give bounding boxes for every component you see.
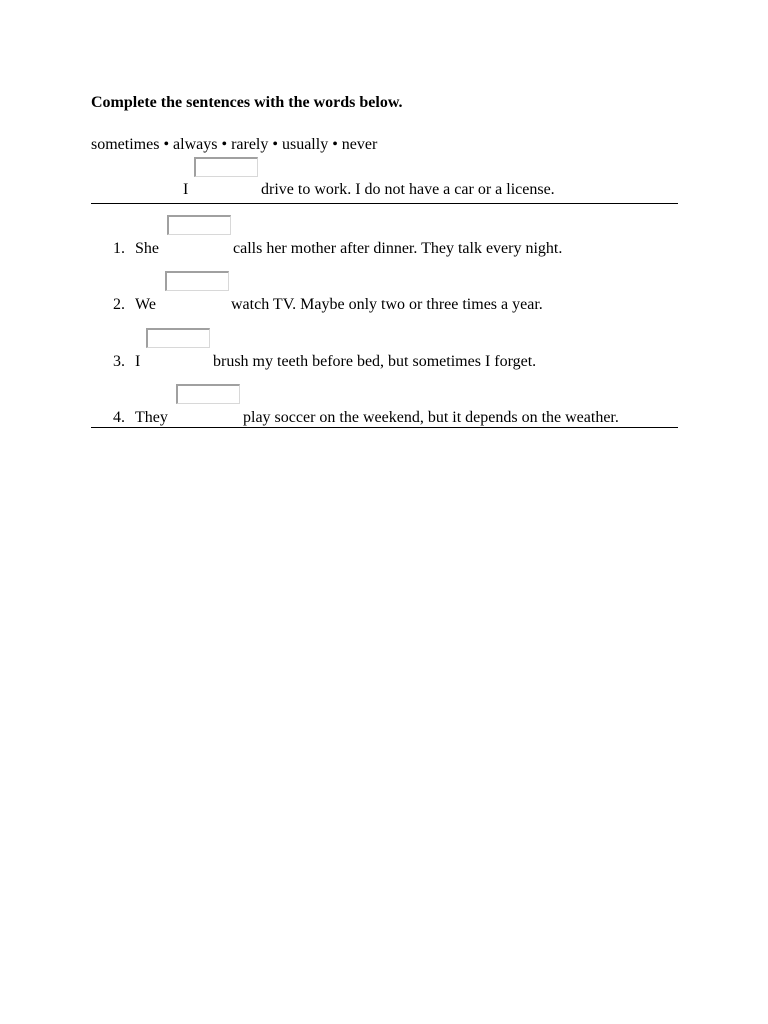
- item-number-1: 1.: [113, 240, 125, 257]
- instructions-heading: Complete the sentences with the words below.: [91, 94, 403, 111]
- item-subject-4: They: [135, 409, 168, 426]
- item-rest-1: calls her mother after dinner. They talk every night.: [233, 240, 563, 257]
- item-number-3: 3.: [113, 353, 125, 370]
- example-subject: I: [183, 181, 189, 198]
- answer-input-1[interactable]: [167, 215, 231, 235]
- item-subject-3: I: [135, 353, 141, 370]
- example-answer-input[interactable]: [194, 157, 258, 177]
- item-subject-1: She: [135, 240, 159, 257]
- divider-line-top: [91, 203, 678, 204]
- item-rest-4: play soccer on the weekend, but it depends on the weather.: [243, 409, 619, 426]
- answer-input-2[interactable]: [165, 271, 229, 291]
- item-rest-3: brush my teeth before bed, but sometimes I forget.: [213, 353, 537, 370]
- item-number-2: 2.: [113, 296, 125, 313]
- example-rest: drive to work. I do not have a car or a license.: [261, 181, 555, 198]
- word-bank: sometimes • always • rarely • usually • never: [91, 136, 378, 153]
- item-number-4: 4.: [113, 409, 125, 426]
- item-subject-2: We: [135, 296, 156, 313]
- answer-input-3[interactable]: [146, 328, 210, 348]
- answer-input-4[interactable]: [176, 384, 240, 404]
- divider-line-bottom: [91, 427, 678, 428]
- item-rest-2: watch TV. Maybe only two or three times a year.: [231, 296, 543, 313]
